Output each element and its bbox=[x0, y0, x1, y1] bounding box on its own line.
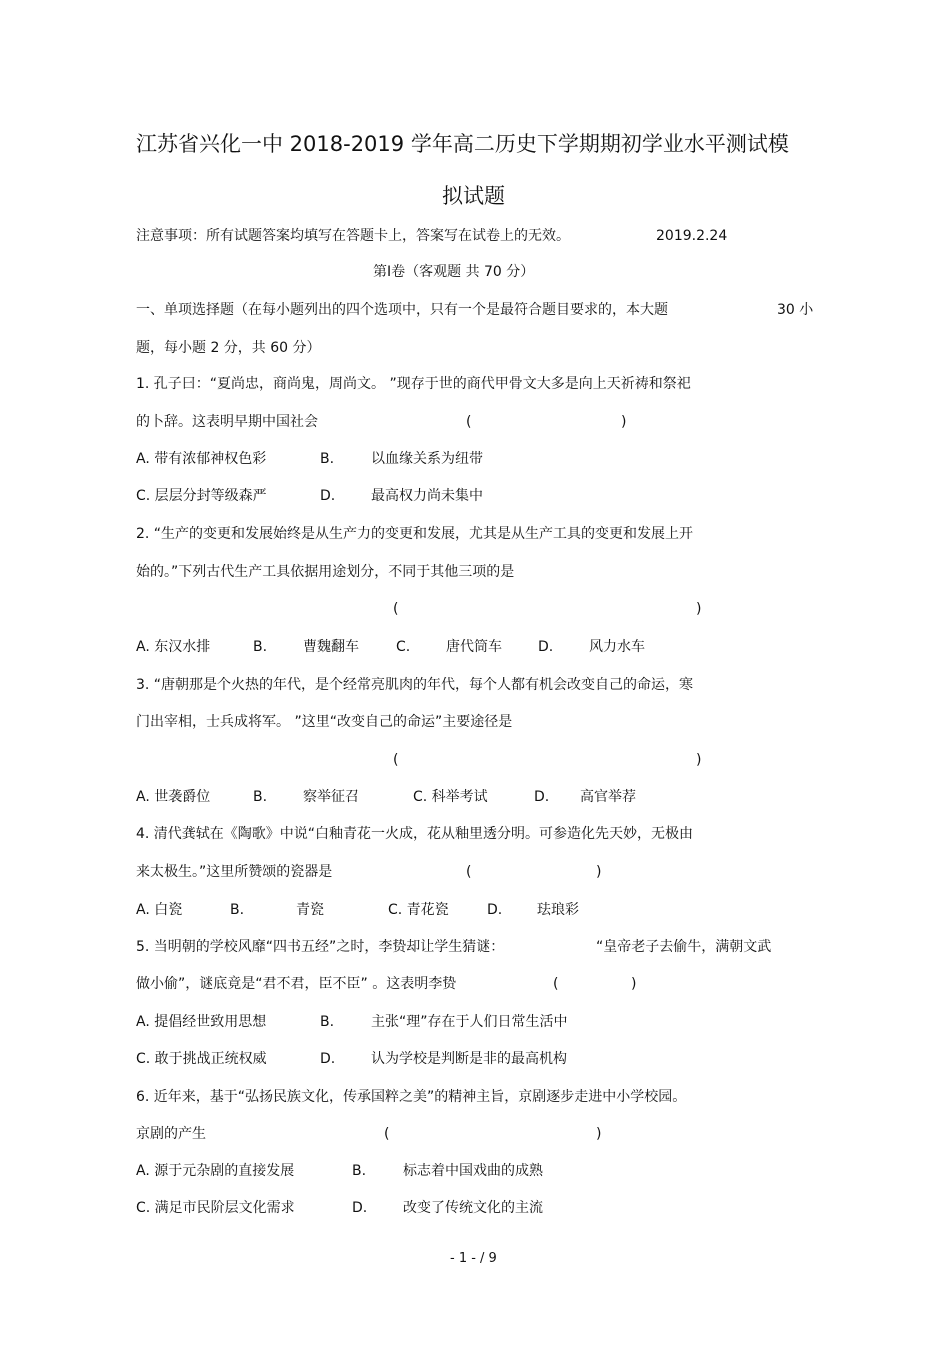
part1-intro-score: 题，每小题 2 分，共 60 分） bbox=[136, 340, 321, 356]
option-d-text: 高官举荐 bbox=[580, 789, 636, 805]
option-c-letter: C. bbox=[396, 639, 411, 655]
option-b-text: 以血缘关系为纽带 bbox=[371, 451, 483, 467]
option-b-text: 标志着中国戏曲的成熟 bbox=[403, 1163, 543, 1179]
option-a: A. 提倡经世致用思想 bbox=[136, 1014, 267, 1030]
answer-paren-open: ( bbox=[466, 864, 472, 880]
answer-paren-open: ( bbox=[393, 601, 399, 617]
document-title-line2: 拟试题 bbox=[442, 184, 505, 208]
option-a: A. 东汉水排 bbox=[136, 639, 211, 655]
answer-paren-open: ( bbox=[553, 976, 559, 992]
question-5-stem-line1-quote: “皇帝老子去偷牛，满朝文武 bbox=[596, 939, 772, 955]
option-a: A. 世袭爵位 bbox=[136, 789, 211, 805]
option-a: A. 源于元杂剧的直接发展 bbox=[136, 1163, 295, 1179]
part1-intro: 一、单项选择题（在每小题列出的四个选项中，只有一个是最符合题目要求的，本大题 bbox=[136, 302, 668, 318]
option-c: C. 敢于挑战正统权威 bbox=[136, 1051, 267, 1067]
answer-paren-close: ) bbox=[621, 414, 627, 430]
answer-paren-open: ( bbox=[384, 1126, 390, 1142]
answer-paren-open: ( bbox=[466, 414, 472, 430]
option-d-text: 认为学校是判断是非的最高机构 bbox=[371, 1051, 567, 1067]
question-2-stem-line1: 2. “生产的变更和发展始终是从生产力的变更和发展，尤其是从生产工具的变更和发展上开 bbox=[136, 526, 694, 542]
question-6-stem-line1: 6. 近年来，基于“弘扬民族文化，传承国粹之美”的精神主旨，京剧逐步走进中小学校园。 bbox=[136, 1089, 687, 1105]
question-2-stem-line2: 始的。”下列古代生产工具依据用途划分，不同于其他三项的是 bbox=[136, 564, 515, 580]
option-b-letter: B. bbox=[352, 1163, 367, 1179]
option-c: C. 科举考试 bbox=[413, 789, 488, 805]
option-d-letter: D. bbox=[320, 1051, 336, 1067]
option-b-letter: B. bbox=[320, 1014, 335, 1030]
option-d-letter: D. bbox=[320, 488, 336, 504]
option-b-text: 曹魏翻车 bbox=[303, 639, 359, 655]
option-d-letter: D. bbox=[352, 1200, 368, 1216]
option-b-letter: B. bbox=[253, 789, 268, 805]
option-c: C. 层层分封等级森严 bbox=[136, 488, 267, 504]
option-b-text: 主张“理”存在于人们日常生活中 bbox=[371, 1014, 568, 1030]
answer-paren-close: ) bbox=[596, 1126, 602, 1142]
question-5-stem-line2: 做小偷”，谜底竟是“君不君，臣不臣” 。这表明李贽 bbox=[136, 976, 457, 992]
option-d-text: 最高权力尚未集中 bbox=[371, 488, 483, 504]
option-d-letter: D. bbox=[538, 639, 554, 655]
option-b-text: 青瓷 bbox=[296, 902, 324, 918]
option-b-letter: B. bbox=[320, 451, 335, 467]
question-4-stem-line2: 来太极生。”这里所赞颂的瓷器是 bbox=[136, 864, 333, 880]
question-1-stem-line2: 的卜辞。这表明早期中国社会 bbox=[136, 414, 318, 430]
part1-intro-count: 30 小 bbox=[777, 302, 814, 318]
option-d-text: 风力水车 bbox=[589, 639, 645, 655]
page-number: - 1 - / 9 bbox=[450, 1251, 497, 1266]
answer-paren-open: ( bbox=[393, 752, 399, 768]
question-3-stem-line1: 3. “唐朝那是个火热的年代，是个经常亮肌肉的年代，每个人都有机会改变自己的命运，寒 bbox=[136, 677, 694, 693]
option-d-text: 珐琅彩 bbox=[537, 902, 579, 918]
question-4-stem-line1: 4. 清代龚轼在《陶歌》中说“白釉青花一火成，花从釉里透分明。可参造化先天妙，无极由 bbox=[136, 826, 694, 842]
question-3-stem-line2: 门出宰相，士兵成将军。 ”这里“改变自己的命运”主要途径是 bbox=[136, 714, 513, 730]
option-d-letter: D. bbox=[534, 789, 550, 805]
question-5-stem-line1: 5. 当明朝的学校风靡“四书五经”之时，李贽却让学生猜谜： bbox=[136, 939, 505, 955]
option-c: C. 青花瓷 bbox=[388, 902, 449, 918]
answer-paren-close: ) bbox=[631, 976, 637, 992]
option-a: A. 白瓷 bbox=[136, 902, 183, 918]
option-d-text: 改变了传统文化的主流 bbox=[403, 1200, 543, 1216]
question-1-stem-line1: 1. 孔子曰：“夏尚忠，商尚鬼，周尚文。 ”现存于世的商代甲骨文大多是向上天祈祷和祭祀 bbox=[136, 376, 691, 392]
option-c: C. 满足市民阶层文化需求 bbox=[136, 1200, 295, 1216]
notice-date: 2019.2.24 bbox=[656, 228, 728, 244]
option-b-text: 察举征召 bbox=[303, 789, 359, 805]
document-title-line1: 江苏省兴化一中 2018-2019 学年高二历史下学期期初学业水平测试模 bbox=[136, 132, 789, 156]
answer-paren-close: ) bbox=[696, 601, 702, 617]
option-c-text: 唐代筒车 bbox=[446, 639, 502, 655]
answer-paren-close: ) bbox=[596, 864, 602, 880]
question-6-stem-line2: 京剧的产生 bbox=[136, 1126, 206, 1142]
option-b-letter: B. bbox=[230, 902, 245, 918]
option-b-letter: B. bbox=[253, 639, 268, 655]
section-title: 第Ⅰ卷（客观题 共 70 分） bbox=[373, 264, 535, 280]
option-d-letter: D. bbox=[487, 902, 503, 918]
option-a: A. 带有浓郁神权色彩 bbox=[136, 451, 267, 467]
answer-paren-close: ) bbox=[696, 752, 702, 768]
notice-text: 注意事项：所有试题答案均填写在答题卡上，答案写在试卷上的无效。 bbox=[136, 228, 570, 244]
